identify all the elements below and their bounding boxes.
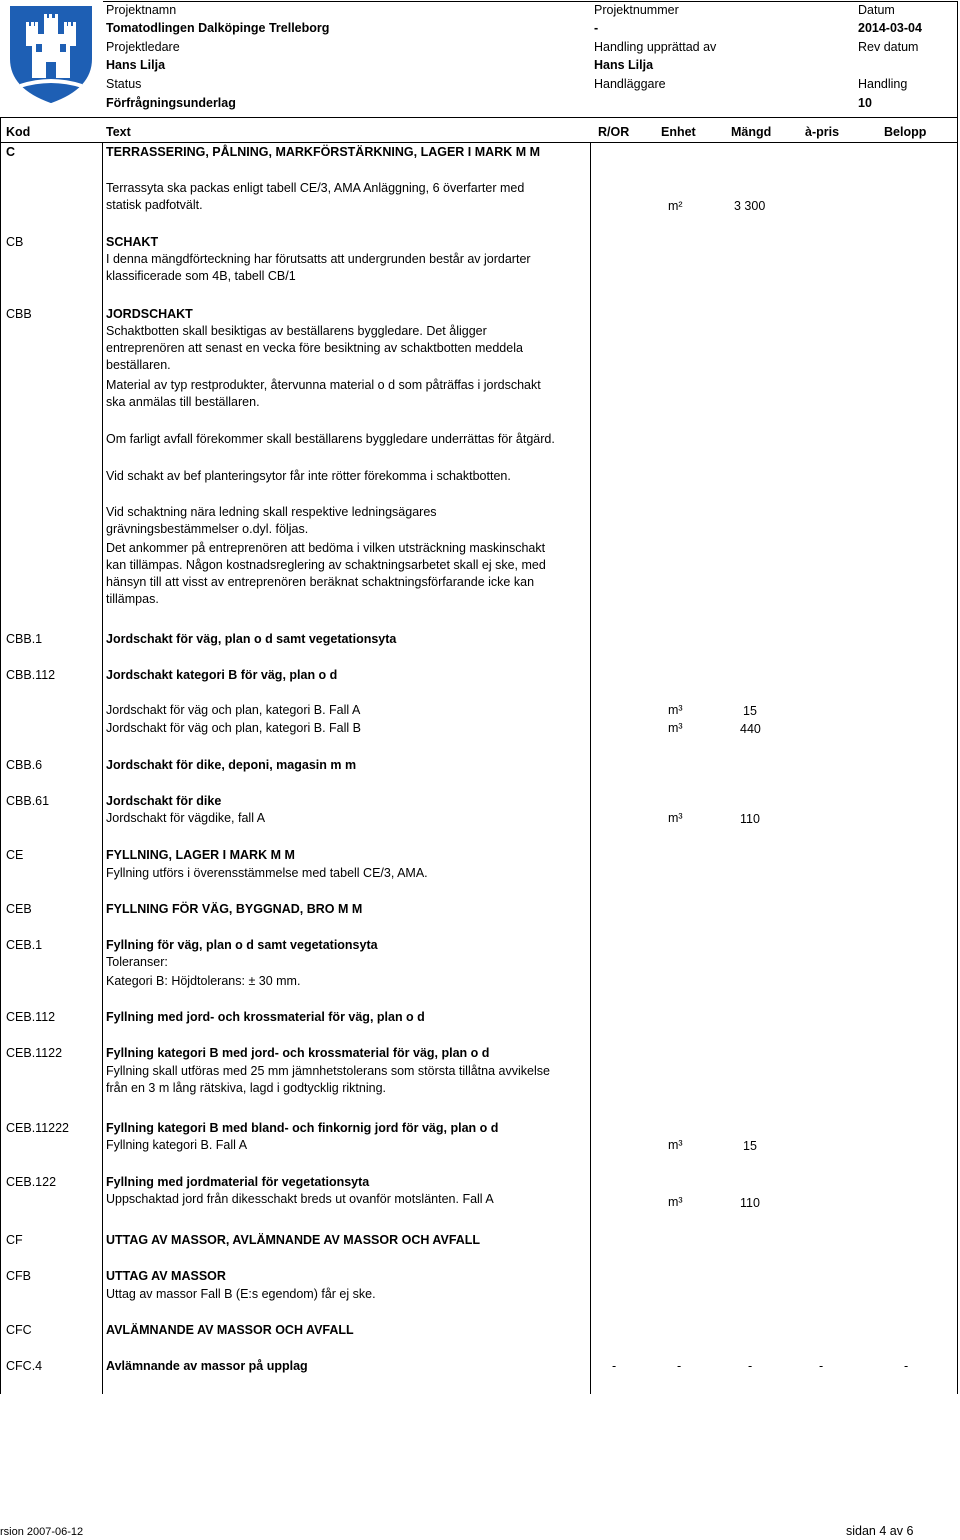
dash-apris: - xyxy=(819,1359,824,1373)
title-c: TERRASSERING, PÅLNING, MARKFÖRSTÄRKNING, LAGER I MARK M M xyxy=(106,145,541,159)
qty-ceb122: 110 xyxy=(740,1196,760,1210)
text-cbb-7: Vid schakt av bef planteringsytor får inte rötter förekomma i schaktbotten. xyxy=(106,469,511,483)
projektnamn-value: Tomatodlingen Dalköpinge Trelleborg xyxy=(106,21,330,35)
footer-page-number: sidan 4 av 6 xyxy=(846,1524,914,1538)
header-top-border xyxy=(103,1,958,2)
title-cfb: UTTAG AV MASSOR xyxy=(106,1269,226,1283)
title-ceb: FYLLNING FÖR VÄG, BYGGNAD, BRO M M xyxy=(106,902,363,916)
projektledare-label: Projektledare xyxy=(106,40,180,54)
text-cb-2: klassificerade som 4B, tabell CB/1 xyxy=(106,269,296,283)
code-ceb1122: CEB.1122 xyxy=(6,1046,63,1060)
code-ce: CE xyxy=(6,848,24,862)
text-cbb-2: entreprenören att senast en vecka före besiktning av schaktbotten meddela xyxy=(106,341,523,355)
status-label: Status xyxy=(106,77,142,91)
text-c-1: Terrassyta ska packas enligt tabell CE/3, AMA Anläggning, 6 överfarter med xyxy=(106,181,525,195)
dash-mangd: - xyxy=(748,1359,753,1373)
col-enhet: Enhet xyxy=(661,125,696,139)
projektnummer-label: Projektnummer xyxy=(594,3,679,17)
text-cbb-8: Vid schaktning nära ledning skall respektive ledningsägares xyxy=(106,505,437,519)
upprattad-value: Hans Lilja xyxy=(594,58,654,72)
dash-ror: - xyxy=(612,1359,617,1373)
datum-label: Datum xyxy=(858,3,895,17)
text-cfb: Uttag av massor Fall B (E:s egendom) får ej ske. xyxy=(106,1287,376,1301)
dash-belopp: - xyxy=(904,1359,909,1373)
item-ceb11222-1: Fyllning kategori B. Fall A xyxy=(106,1138,248,1152)
qty-cbb61: 110 xyxy=(740,812,760,826)
qty-c: 3 300 xyxy=(734,199,766,213)
col-belopp: Belopp xyxy=(884,125,927,139)
handling-value: 10 xyxy=(858,96,872,110)
code-ceb: CEB xyxy=(6,902,32,916)
title-cb: SCHAKT xyxy=(106,235,159,249)
title-ceb11222: Fyllning kategori B med bland- och finkornig jord för väg, plan o d xyxy=(106,1121,499,1135)
qty-cbb112-1: 15 xyxy=(743,704,757,718)
title-cbb6: Jordschakt för dike, deponi, magasin m m xyxy=(106,758,357,772)
text-cbb-10: Det ankommer på entreprenören att bedöma i vilken utsträckning maskinschakt xyxy=(106,541,546,555)
item-cbb61-1: Jordschakt för vägdike, fall A xyxy=(106,811,266,825)
handlaggare-label: Handläggare xyxy=(594,77,666,91)
unit-ceb122: m³ xyxy=(668,1195,683,1209)
footer-version: rsion 2007-06-12 xyxy=(0,1526,84,1538)
code-cbb112: CBB.112 xyxy=(6,668,56,682)
unit-c: m² xyxy=(668,199,683,213)
title-ce: FYLLNING, LAGER I MARK M M xyxy=(106,848,295,862)
code-ceb122: CEB.122 xyxy=(6,1175,57,1189)
title-cbb112: Jordschakt kategori B för väg, plan o d xyxy=(106,668,338,682)
title-ceb122: Fyllning med jordmaterial för vegetationsyta xyxy=(106,1175,370,1189)
item-cbb112-2: Jordschakt för väg och plan, kategori B. Fall B xyxy=(106,721,361,735)
col-kod: Kod xyxy=(6,125,31,139)
col-mangd: Mängd xyxy=(731,125,772,139)
code-cbb61: CBB.61 xyxy=(6,794,50,808)
code-c: C xyxy=(6,145,16,159)
code-cbb1: CBB.1 xyxy=(6,632,43,646)
text-cb-1: I denna mängdförteckning har förutsatts att undergrunden består av jordarter xyxy=(106,252,531,266)
text-ce: Fyllning utförs i överensstämmelse med tabell CE/3, AMA. xyxy=(106,866,428,880)
unit-cbb61: m³ xyxy=(668,811,683,825)
code-ceb112: CEB.112 xyxy=(6,1010,56,1024)
city-coat-of-arms-icon xyxy=(8,4,94,104)
code-cf: CF xyxy=(6,1233,23,1247)
text-ceb1122-1: Fyllning skall utföras med 25 mm jämnhetstolerans som största tillåtna avvikelse xyxy=(106,1064,550,1078)
header-bottom-border xyxy=(0,117,958,118)
unit-cbb112-2: m³ xyxy=(668,721,683,735)
dash-enhet: - xyxy=(677,1359,682,1373)
projektnummer-value: - xyxy=(594,21,599,35)
header-right-border xyxy=(957,1,958,117)
qty-cbb112-2: 440 xyxy=(740,722,761,736)
col-text: Text xyxy=(106,125,131,139)
text-c-2: statisk padfotvält. xyxy=(106,198,203,212)
projektnamn-label: Projektnamn xyxy=(106,3,177,17)
qty-ceb11222: 15 xyxy=(743,1139,757,1153)
title-cf: UTTAG AV MASSOR, AVLÄMNANDE AV MASSOR OCH AVFALL xyxy=(106,1233,481,1247)
col-divider-text xyxy=(590,142,591,1394)
text-cbb-4: Material av typ restprodukter, återvunna material o d som påträffas i jordschakt xyxy=(106,378,541,392)
table-header-border xyxy=(0,142,958,143)
text-cbb-3: beställaren. xyxy=(106,358,171,372)
title-cbb1: Jordschakt för väg, plan o d samt vegetationsyta xyxy=(106,632,397,646)
col-apris: à-pris xyxy=(805,125,840,139)
revdatum-label: Rev datum xyxy=(858,40,919,54)
title-cbb: JORDSCHAKT xyxy=(106,307,193,321)
unit-cbb112-1: m³ xyxy=(668,703,683,717)
code-cfc: CFC xyxy=(6,1323,32,1337)
text-cbb-9: grävningsbestämmelser o.dyl. följas. xyxy=(106,522,309,536)
item-cbb112-1: Jordschakt för väg och plan, kategori B. Fall A xyxy=(106,703,361,717)
upprattad-label: Handling upprättad av xyxy=(594,40,717,54)
col-divider-right xyxy=(957,117,958,1394)
item-ceb122-1: Uppschaktad jord från dikesschakt breds ut ovanför motslänten. Fall A xyxy=(106,1192,494,1206)
unit-ceb11222: m³ xyxy=(668,1138,683,1152)
handling-label: Handling xyxy=(858,77,908,91)
col-divider-left xyxy=(0,117,1,1394)
title-cbb61: Jordschakt för dike xyxy=(106,794,222,808)
title-cfc: AVLÄMNANDE AV MASSOR OCH AVFALL xyxy=(106,1323,354,1337)
title-ceb112: Fyllning med jord- och krossmaterial för väg, plan o d xyxy=(106,1010,425,1024)
datum-value: 2014-03-04 xyxy=(858,21,922,35)
col-ror: R/OR xyxy=(598,125,630,139)
code-cfb: CFB xyxy=(6,1269,31,1283)
title-ceb1: Fyllning för väg, plan o d samt vegetationsyta xyxy=(106,938,378,952)
text-cbb-12: hänsyn till att visst av entreprenören beräknat schaktningsförfarande icke kan xyxy=(106,575,535,589)
text-cbb-6: Om farligt avfall förekommer skall beställarens byggledare underrättas för åtgärd. xyxy=(106,432,555,446)
code-ceb11222: CEB.11222 xyxy=(6,1121,70,1135)
title-cfc4: Avlämnande av massor på upplag xyxy=(106,1359,308,1373)
text-ceb1-1: Toleranser: xyxy=(106,955,168,969)
code-cfc4: CFC.4 xyxy=(6,1359,43,1373)
text-cbb-13: tillämpas. xyxy=(106,592,159,606)
code-ceb1: CEB.1 xyxy=(6,938,43,952)
text-cbb-1: Schaktbotten skall besiktigas av beställarens byggledare. Det åligger xyxy=(106,324,487,338)
projektledare-value: Hans Lilja xyxy=(106,58,166,72)
code-cb: CB xyxy=(6,235,24,249)
code-cbb: CBB xyxy=(6,307,32,321)
text-ceb1-2: Kategori B: Höjdtolerans: ± 30 mm. xyxy=(106,974,301,988)
status-value: Förfrågningsunderlag xyxy=(106,96,236,110)
code-cbb6: CBB.6 xyxy=(6,758,43,772)
text-cbb-11: kan tillämpas. Någon kostnadsreglering av schaktningsarbetet skall ej ske, med xyxy=(106,558,546,572)
text-cbb-5: ska anmälas till beställaren. xyxy=(106,395,260,409)
title-ceb1122: Fyllning kategori B med jord- och krossmaterial för väg, plan o d xyxy=(106,1046,490,1060)
col-divider-kod xyxy=(102,142,103,1394)
text-ceb1122-2: från en 3 m lång rätskiva, lagd i godtycklig riktning. xyxy=(106,1081,386,1095)
